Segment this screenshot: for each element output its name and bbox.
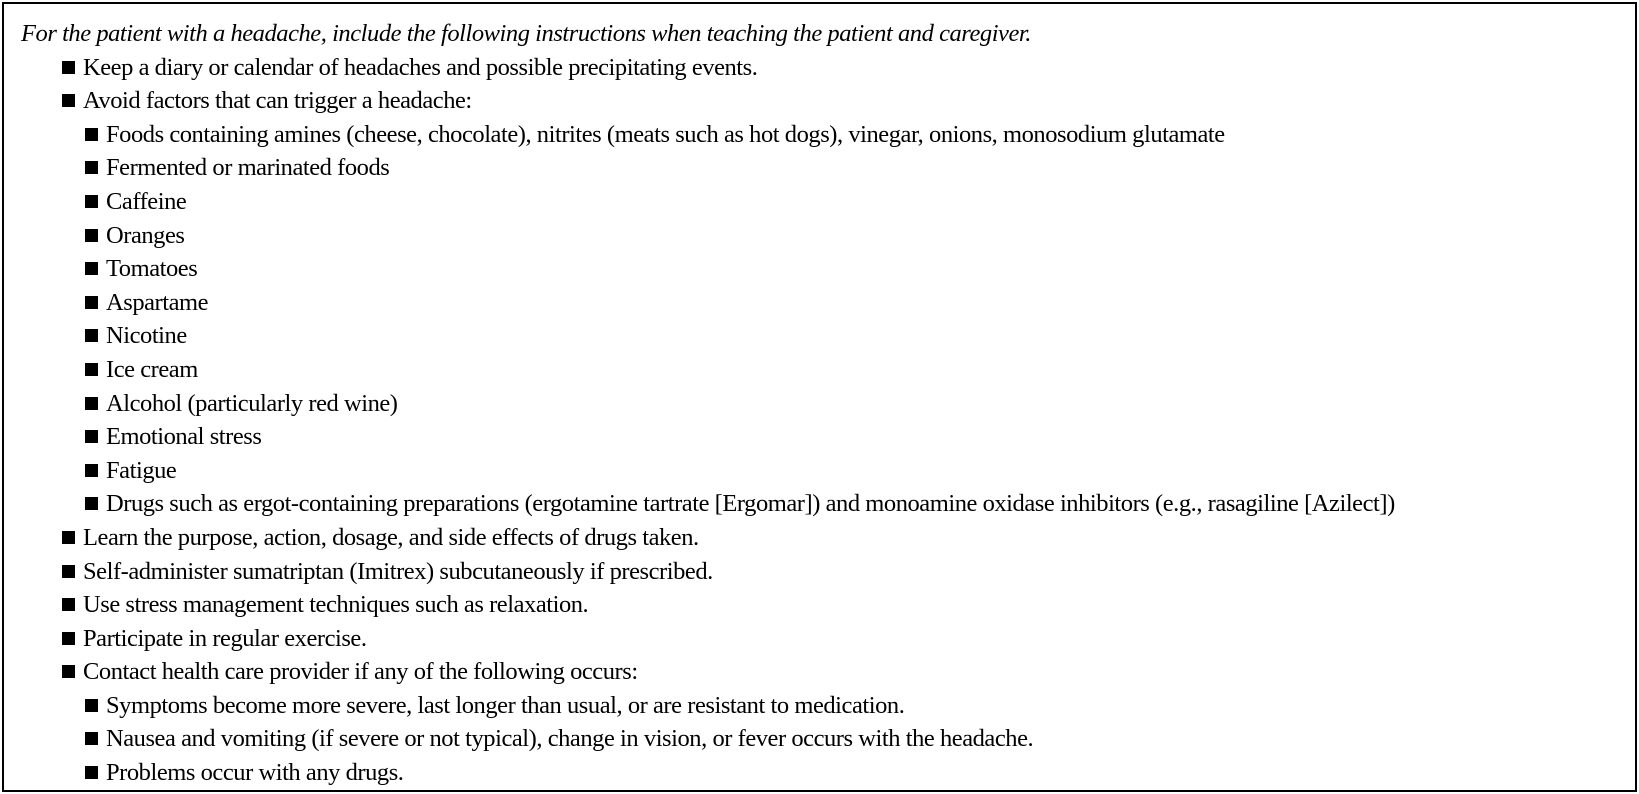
sublist-item: Tomatoes xyxy=(85,252,1631,286)
sublist-item: Ice cream xyxy=(85,353,1631,387)
square-bullet-icon xyxy=(85,296,98,309)
square-bullet-icon xyxy=(85,699,98,712)
sublist-item: Symptoms become more severe, last longer than usual, or are resistant to medication. xyxy=(85,689,1631,723)
list-item: Contact health care provider if any of the following occurs: Symptoms become more severe, last longer than usual, or are resistant to medication. Nausea and vomiting (if severe or not typical), change in vision, or fever occurs with the headache. Problems occur with any drugs. xyxy=(21,655,1631,789)
list-item: Participate in regular exercise. xyxy=(21,622,1631,656)
square-bullet-icon xyxy=(62,531,75,544)
square-bullet-icon xyxy=(62,94,75,107)
list-item: Learn the purpose, action, dosage, and side effects of drugs taken. xyxy=(21,521,1631,555)
square-bullet-icon xyxy=(85,128,98,141)
sublist-item: Problems occur with any drugs. xyxy=(85,756,1631,790)
square-bullet-icon xyxy=(85,329,98,342)
sublist-item: Fatigue xyxy=(85,454,1631,488)
sublist-item: Emotional stress xyxy=(85,420,1631,454)
square-bullet-icon xyxy=(85,397,98,410)
square-bullet-icon xyxy=(85,363,98,376)
square-bullet-icon xyxy=(85,766,98,779)
intro-text: For the patient with a headache, include the following instructions when teaching the patient and caregiver. xyxy=(21,20,1031,47)
square-bullet-icon xyxy=(85,195,98,208)
list-item: Use stress management techniques such as relaxation. xyxy=(21,588,1631,622)
square-bullet-icon xyxy=(62,598,75,611)
sublist-item: Foods containing amines (cheese, chocolate), nitrites (meats such as hot dogs), vinegar, onions, monosodium glutamate xyxy=(85,118,1631,152)
contact-sublist xyxy=(85,689,1631,790)
sublist-item: Oranges xyxy=(85,219,1631,253)
sublist-item: Aspartame xyxy=(85,286,1631,320)
instruction-content xyxy=(21,17,1631,790)
square-bullet-icon xyxy=(85,262,98,275)
square-bullet-icon xyxy=(85,229,98,242)
list-item: Self-administer sumatriptan (Imitrex) subcutaneously if prescribed. xyxy=(21,555,1631,589)
square-bullet-icon xyxy=(62,632,75,645)
sublist-item: Alcohol (particularly red wine) xyxy=(85,387,1631,421)
trigger-sublist xyxy=(85,118,1631,521)
sublist-item: Nausea and vomiting (if severe or not typical), change in vision, or fever occurs with the headache. xyxy=(85,722,1631,756)
square-bullet-icon xyxy=(85,464,98,477)
sublist-item: Nicotine xyxy=(85,319,1631,353)
list-item: Avoid factors that can trigger a headache: Foods containing amines (cheese, chocolate), nitrites (meats such as hot dogs), vinegar, onions, monosodium glutamate Fermented or marinated foods Caffeine Oranges Tomatoes Aspartame Nicotine Ice cream Alcohol (particularly red wine) Emotional stress Fatigue Drugs such as ergot-containing preparations (ergotamine tartrate [Ergomar]) and monoamine oxidase inhibitors (e.g., rasagiline [Azilect]) xyxy=(21,84,1631,521)
sublist-item: Caffeine xyxy=(85,185,1631,219)
instruction-list xyxy=(21,51,1631,790)
square-bullet-icon xyxy=(85,732,98,745)
instruction-box xyxy=(2,2,1637,792)
list-item: Keep a diary or calendar of headaches and possible precipitating events. xyxy=(21,51,1631,85)
square-bullet-icon xyxy=(62,665,75,678)
square-bullet-icon xyxy=(85,497,98,510)
square-bullet-icon xyxy=(62,61,75,74)
sublist-item: Fermented or marinated foods xyxy=(85,151,1631,185)
square-bullet-icon xyxy=(85,161,98,174)
square-bullet-icon xyxy=(85,430,98,443)
sublist-item: Drugs such as ergot-containing preparations (ergotamine tartrate [Ergomar]) and monoamine oxidase inhibitors (e.g., rasagiline [Azilect]) xyxy=(85,487,1631,521)
square-bullet-icon xyxy=(62,565,75,578)
